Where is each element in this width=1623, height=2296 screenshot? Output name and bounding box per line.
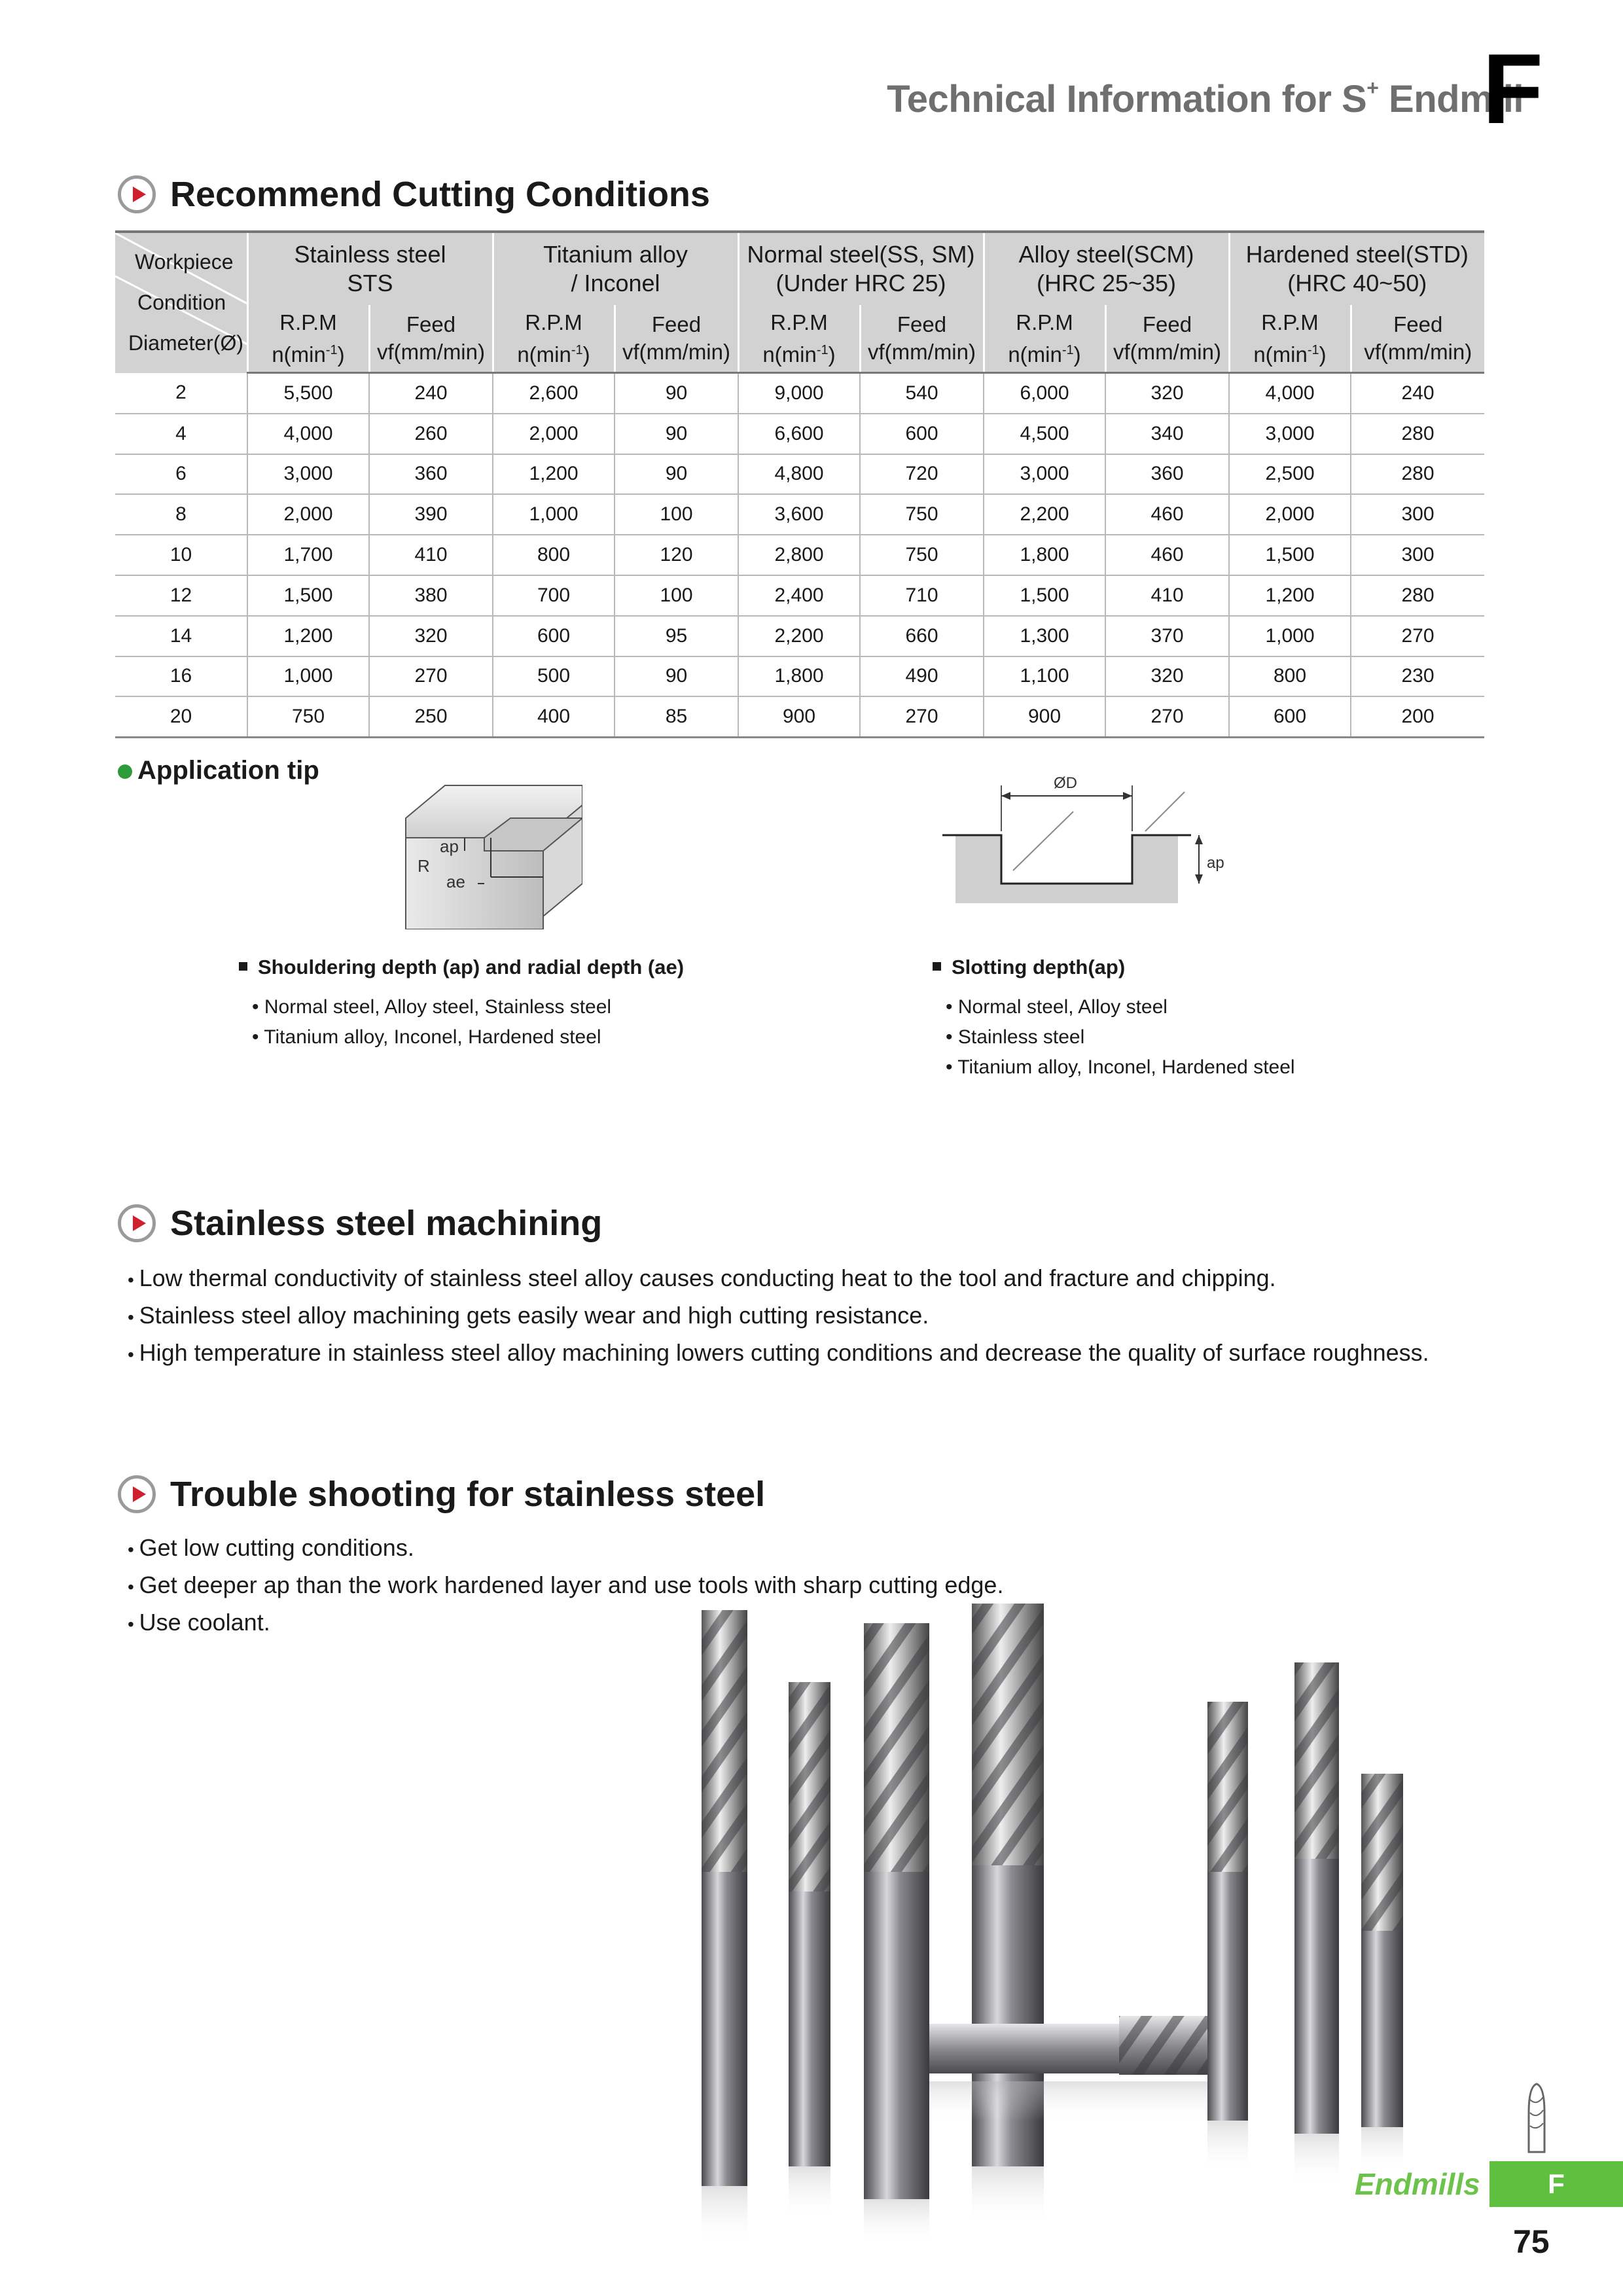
table-cell: 900 [984,696,1105,737]
play-arrow-icon [118,175,156,213]
table-cell: 410 [1105,575,1229,616]
table-cell: 1,800 [984,535,1105,575]
table-cell: 300 [1351,535,1484,575]
list-item: • Normal steel, Alloy steel [946,992,1295,1022]
table-row [115,414,1484,454]
subheader-feed: Feed vf(mm/min) [1351,305,1484,373]
table-cell: 720 [860,454,984,495]
table-cell: 1,500 [247,575,369,616]
table-cell: 2,200 [984,494,1105,535]
table-cell: 240 [369,373,493,414]
table-cell: 300 [1351,494,1484,535]
cutting-conditions-table [115,230,1484,738]
section-letter: F [1482,33,1543,145]
table-cell: 1,000 [247,656,369,697]
svg-text:ae: ae [446,872,465,891]
table-cell: 750 [860,535,984,575]
table-cell: 2,200 [738,616,860,656]
diameter-cell: 2 [115,373,247,414]
list-item: • Get deeper ap than the work hardened layer and use tools with sharp cutting edge. [128,1568,1003,1605]
table-cell: 5,500 [247,373,369,414]
list-item: • Get low cutting conditions. [128,1530,1003,1568]
table-row [115,535,1484,575]
table-cell: 460 [1105,535,1229,575]
table-cell: 380 [369,575,493,616]
table-cell: 90 [615,656,738,697]
diameter-cell: 4 [115,414,247,454]
subheader-rpm: R.P.M $n(\min^{-1})$ [984,305,1105,373]
table-corner-header [115,232,247,373]
table-row [115,616,1484,656]
table-cell: 270 [1351,616,1484,656]
table-cell: 270 [369,656,493,697]
list-item: • Normal steel, Alloy steel, Stainless steel [252,992,611,1022]
table-cell: 1,300 [984,616,1105,656]
section-heading-stainless: Stainless steel machining [118,1200,602,1246]
table-cell: 90 [615,414,738,454]
list-item: • Stainless steel alloy machining gets easily wear and high cutting resistance. [128,1298,1429,1335]
diameter-cell: 20 [115,696,247,737]
table-row [115,373,1484,414]
table-row [115,454,1484,495]
table-cell: 2,600 [493,373,615,414]
table-cell: 1,200 [247,616,369,656]
table-cell: 800 [493,535,615,575]
table-cell: 280 [1351,414,1484,454]
table-cell: 1,500 [984,575,1105,616]
table-cell: 600 [1229,696,1351,737]
table-cell: 100 [615,494,738,535]
table-cell: 500 [493,656,615,697]
group-header-hardened-steel: Hardened steel(STD) (HRC 40~50) [1229,232,1484,305]
footer-category: Endmills [1355,2167,1480,2201]
table-cell: 410 [369,535,493,575]
table-cell: 1,700 [247,535,369,575]
list-item: • Stainless steel [946,1022,1295,1052]
table-cell: 2,000 [493,414,615,454]
play-arrow-icon [118,1475,156,1513]
group-header-alloy-steel: Alloy steel(SCM) (HRC 25~35) [984,232,1229,305]
list-item: • Titanium alloy, Inconel, Hardened steel [946,1052,1295,1083]
table-cell: 1,000 [493,494,615,535]
table-cell: 360 [369,454,493,495]
endmill-icon [1517,2080,1556,2159]
table-cell: 100 [615,575,738,616]
play-arrow-icon [118,1204,156,1242]
table-cell: 800 [1229,656,1351,697]
table-cell: 1,100 [984,656,1105,697]
table-cell: 2,500 [1229,454,1351,495]
corner-diameter-label: Diameter(Ø) [128,331,244,355]
slotting-list [946,992,1295,1083]
corner-condition-label: Condition [137,291,226,314]
footer-tab-letter: F [1548,2168,1565,2199]
application-tip-label: Application tip [137,756,319,785]
table-cell: 750 [247,696,369,737]
table-cell: 320 [369,616,493,656]
table-cell: 900 [738,696,860,737]
table-cell: 1,000 [1229,616,1351,656]
table-cell: 1,200 [493,454,615,495]
table-cell: 90 [615,454,738,495]
table-cell: 4,800 [738,454,860,495]
table-cell: 270 [1105,696,1229,737]
subheader-feed: Feed vf(mm/min) [1105,305,1229,373]
table-cell: 200 [1351,696,1484,737]
page-number: 75 [1513,2223,1550,2260]
group-header-normal-steel: Normal steel(SS, SM) (Under HRC 25) [738,232,984,305]
table-cell: 2,800 [738,535,860,575]
table-cell: 4,000 [247,414,369,454]
table-cell: 320 [1105,373,1229,414]
svg-text:ØD: ØD [1054,774,1077,792]
endmill-product-image [668,1597,1453,2251]
subheader-feed: Feed vf(mm/min) [369,305,493,373]
table-cell: 9,000 [738,373,860,414]
bullet-dot-icon [118,764,132,779]
page-header-title: Technical Information for S+ Endmill [887,75,1524,120]
list-item: • Use coolant. [128,1605,1003,1642]
slotting-diagram [942,772,1243,903]
group-header-stainless: Stainless steel STS [247,232,493,305]
table-cell: 360 [1105,454,1229,495]
group-header-titanium: Titanium alloy / Inconel [493,232,738,305]
list-item: • Low thermal conductivity of stainless steel alloy causes conducting heat to the tool and fracture and chipping. [128,1261,1429,1298]
table-cell: 700 [493,575,615,616]
table-cell: 750 [860,494,984,535]
table-cell: 1,200 [1229,575,1351,616]
shouldering-diagram [386,779,582,929]
table-row [115,575,1484,616]
shouldering-caption: Shouldering depth (ap) and radial depth (ae) [239,956,684,979]
table-cell: 3,000 [984,454,1105,495]
diameter-cell: 12 [115,575,247,616]
diameter-cell: 16 [115,656,247,697]
table-cell: 1,800 [738,656,860,697]
table-row [115,494,1484,535]
table-cell: 90 [615,373,738,414]
corner-workpiece-label: Workpiece [135,250,234,274]
list-item: • Titanium alloy, Inconel, Hardened steel [252,1022,611,1052]
table-cell: 660 [860,616,984,656]
table-cell: 3,000 [1229,414,1351,454]
table-cell: 340 [1105,414,1229,454]
table-cell: 250 [369,696,493,737]
table-cell: 240 [1351,373,1484,414]
svg-text:ap: ap [1207,854,1224,872]
table-cell: 370 [1105,616,1229,656]
subheader-feed: Feed vf(mm/min) [860,305,984,373]
shouldering-list [252,992,611,1052]
table-cell: 540 [860,373,984,414]
table-row [115,656,1484,697]
table-cell: 85 [615,696,738,737]
table-cell: 460 [1105,494,1229,535]
table-cell: 2,000 [247,494,369,535]
diameter-cell: 8 [115,494,247,535]
table-cell: 1,500 [1229,535,1351,575]
subheader-rpm: R.P.M $n(\min^{-1})$ [247,305,369,373]
subheader-rpm: R.P.M $n(\min^{-1})$ [738,305,860,373]
list-item: • High temperature in stainless steel alloy machining lowers cutting conditions and decrease the quality of surface roughness. [128,1335,1429,1372]
diameter-cell: 14 [115,616,247,656]
table-cell: 280 [1351,575,1484,616]
table-cell: 280 [1351,454,1484,495]
table-cell: 600 [860,414,984,454]
table-cell: 6,000 [984,373,1105,414]
table-cell: 270 [860,696,984,737]
subheader-rpm: R.P.M $n(\min^{-1})$ [1229,305,1351,373]
diameter-cell: 6 [115,454,247,495]
table-cell: 4,500 [984,414,1105,454]
table-cell: 230 [1351,656,1484,697]
table-cell: 6,600 [738,414,860,454]
slotting-caption: Slotting depth(ap) [933,956,1125,979]
subheader-feed: Feed vf(mm/min) [615,305,738,373]
table-cell: 3,600 [738,494,860,535]
table-cell: 400 [493,696,615,737]
subheader-rpm: R.P.M $n(\min^{-1})$ [493,305,615,373]
table-cell: 320 [1105,656,1229,697]
table-cell: 2,000 [1229,494,1351,535]
table-cell: 710 [860,575,984,616]
diameter-cell: 10 [115,535,247,575]
table-cell: 95 [615,616,738,656]
table-cell: 600 [493,616,615,656]
table-cell: 3,000 [247,454,369,495]
stainless-points-list [128,1261,1429,1372]
table-cell: 260 [369,414,493,454]
section-heading-trouble: Trouble shooting for stainless steel [118,1471,765,1517]
table-cell: 2,400 [738,575,860,616]
table-cell: 120 [615,535,738,575]
svg-text:R: R [418,856,430,876]
table-cell: 490 [860,656,984,697]
svg-text:ap: ap [440,836,459,856]
section-heading-recommend: Recommend Cutting Conditions [118,171,710,217]
table-cell: 4,000 [1229,373,1351,414]
table-cell: 390 [369,494,493,535]
table-row [115,696,1484,737]
